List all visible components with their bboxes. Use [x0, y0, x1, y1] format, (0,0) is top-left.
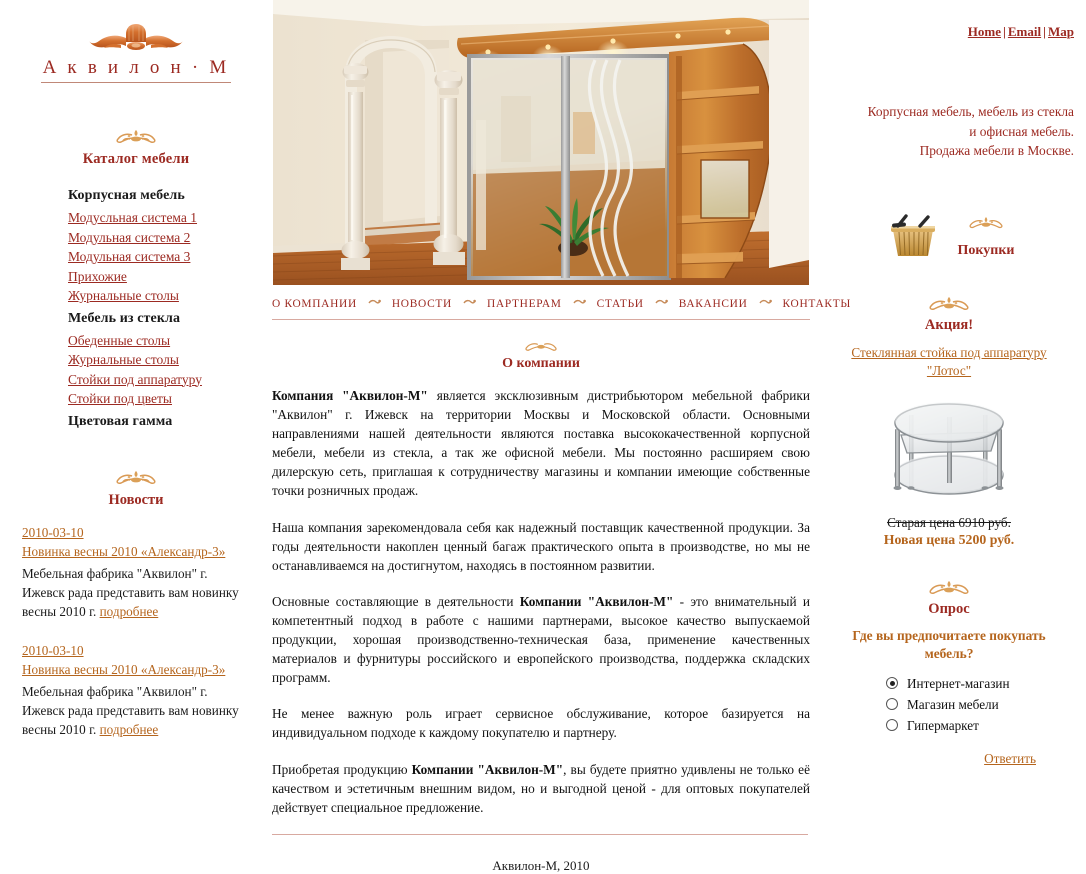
news-headline[interactable]: Новинка весны 2010 «Александр-3»	[22, 661, 226, 677]
promo-link-line-1: Стеклянная стойка под аппаратуру	[851, 344, 1047, 360]
sidebar-item-modular-1[interactable]: Модусльная система 1	[68, 210, 198, 225]
cart-label-col	[958, 214, 1015, 259]
logo-ornament-icon	[77, 22, 195, 56]
poll-question	[824, 627, 1074, 664]
radio-icon-selected[interactable]	[886, 677, 898, 689]
article-body: Наша компания зарекомендовала себя как надежный поставщик качественной продукции. За годы деятельности накоплен ценный багаж практического опыта в производстве, но мы не останавливаемся на достигнутом, находясь в постоянном развитии.	[272, 519, 810, 573]
catalog-nav	[0, 188, 272, 430]
nav-separator-ornament-icon	[655, 298, 668, 306]
poll-option-label: Магазин мебели	[907, 696, 999, 712]
sidebar-item-flower-stands[interactable]: Стойки под цветы	[68, 391, 172, 406]
poll-option-furniture-store[interactable]	[886, 694, 1074, 715]
nav-separator-ornament-icon	[573, 298, 586, 306]
article-paragraph	[272, 386, 810, 501]
article-body: - это внимательный и компетентный подход в работе с нашими партнерами, высокое качество выпускаемой продукции, хорошая производственно-техническая база, применение качественных материалов и фурнитуры российского и европейского производства, поддержка складских программ.	[272, 593, 810, 686]
hero-image	[273, 0, 809, 285]
sidebar-item-dining-tables[interactable]: Обеденные столы	[68, 332, 171, 348]
news-headline[interactable]: Новинка весны 2010 «Александр-3»	[22, 543, 226, 559]
link-email[interactable]: Email	[1007, 24, 1042, 39]
news-item	[22, 641, 250, 739]
nav-partners[interactable]: ПАРТНЕРАМ	[486, 298, 562, 310]
sidebar-item-modular-3[interactable]: Модульная система 3	[68, 249, 191, 264]
cart-label[interactable]: Покупки	[957, 243, 1015, 258]
catalog-group-heading: Корпусная мебель	[68, 188, 185, 203]
news-more-link[interactable]: подробнее	[99, 603, 159, 619]
news-more-link[interactable]: подробнее	[99, 721, 159, 737]
wardrobe	[457, 18, 774, 278]
sidebar-item-coffee-tables[interactable]: Журнальные столы	[68, 288, 179, 303]
poll-option-hypermarket[interactable]	[886, 715, 1074, 736]
catalog-group-heading-colors: Цветовая гамма	[68, 413, 173, 429]
promo-link-line-2: "Лотос"	[926, 363, 972, 378]
tagline-line-3: Продажа мебели в Москве.	[919, 143, 1074, 158]
catalog-block	[0, 127, 272, 168]
link-separator: |	[1043, 24, 1046, 39]
price-new: Новая цена 5200 руб.	[883, 531, 1015, 547]
main-nav	[272, 294, 852, 320]
news-item	[22, 523, 250, 621]
poll-option-label: Гипермаркет	[907, 717, 979, 733]
divider-ornament-icon	[110, 468, 162, 488]
article-body: , вы будете приятно удивлены не только её качеством и эстетичным внешним видом, но и выгодной ценой - для оптовых покупателей действует специальное предложение.	[272, 761, 810, 815]
divider-ornament-icon	[923, 578, 975, 598]
main-column	[272, 0, 852, 873]
tagline-line-1: Корпусная мебель, мебель из стекла	[867, 104, 1074, 119]
news-body-text: Мебельная фабрика "Аквилон" г. Ижевск рада представить вам новинку весны 2010 г.	[22, 683, 239, 737]
news-block	[0, 468, 272, 739]
poll-title: Опрос	[928, 600, 970, 617]
site-tagline	[824, 102, 1074, 161]
news-date[interactable]: 2010-03-10	[22, 642, 84, 658]
divider-ornament-icon	[110, 127, 162, 147]
news-body	[22, 564, 250, 621]
top-links	[824, 24, 1074, 40]
nav-separator-ornament-icon	[759, 298, 772, 306]
promo-title: Акция!	[924, 316, 974, 333]
poll-block	[824, 578, 1074, 768]
catalog-title: Каталог мебели	[82, 151, 190, 167]
article-pre: Основные составляющие в деятельности	[272, 593, 520, 609]
article-title: О компании	[502, 356, 580, 371]
news-body	[22, 682, 250, 739]
nav-news[interactable]: НОВОСТИ	[391, 298, 452, 310]
divider-ornament-icon	[964, 214, 1008, 232]
poll-question-line-2: мебель?	[924, 646, 974, 661]
divider-ornament-icon	[923, 294, 975, 314]
article-pre: Приобретая продукцию	[272, 761, 412, 777]
poll-option-label: Интернет-магазин	[907, 675, 1010, 691]
link-map[interactable]: Map	[1048, 24, 1074, 39]
promo-product-image-glass-stand[interactable]	[879, 389, 1019, 507]
price-old: Старая цена 6910 руб.	[887, 514, 1011, 530]
article-lead: Компании "Аквилон-М"	[411, 761, 564, 777]
cart-block[interactable]	[824, 214, 1074, 260]
poll-options	[824, 673, 1074, 736]
link-separator: |	[1003, 24, 1006, 39]
news-title: Новости	[108, 491, 164, 508]
shopping-basket-icon[interactable]	[884, 214, 942, 260]
poll-submit-link[interactable]: Ответить	[984, 750, 1036, 766]
article-lead: Компании "Аквилон-М"	[519, 593, 674, 609]
nav-vacancies[interactable]: ВАКАНСИИ	[678, 298, 748, 310]
article-body: является эксклюзивным дистрибьютором мебельной фабрики "Аквилон" г. Ижевск на территории Москвы и Московской области. Основными направлениями нашей деятельности являются поставка высококачественной корпусной мебели, мебели из стекла, а так же офисной мебели. Мы постоянно расширяем свою дилерскую сеть, приглашая к сотрудничеству магазины и компании имеющие собственные точки розничных продаж.	[272, 388, 810, 499]
catalog-group-heading-glass: Мебель из стекла	[68, 310, 181, 326]
right-sidebar	[812, 0, 1086, 864]
site-logo[interactable]	[0, 22, 272, 83]
radio-icon[interactable]	[886, 698, 898, 710]
article-ornament-icon	[518, 338, 564, 354]
promo-block	[824, 294, 1074, 548]
sidebar-item-modular-2[interactable]: Модульная система 2	[68, 229, 191, 245]
news-list	[0, 523, 272, 739]
nav-separator-ornament-icon	[368, 298, 381, 306]
tagline-line-2: и офисная мебель.	[969, 123, 1074, 139]
nav-separator-ornament-icon	[463, 298, 476, 306]
sidebar-item-hallways[interactable]: Прихожие	[68, 268, 127, 284]
footer-copyright: Аквилон-М, 2010	[492, 857, 590, 873]
article-lead: Компания "Аквилон-М"	[272, 388, 428, 403]
poll-submit-wrap	[824, 750, 1074, 768]
article-paragraph	[272, 760, 810, 817]
article	[272, 320, 812, 874]
hero-banner-interior-wardrobe	[273, 0, 809, 285]
article-body: Не менее важную роль играет сервисное обслуживание, которое базируется на индивидуальном подходе к каждому покупателю и партнеру.	[272, 706, 810, 741]
promo-product-link[interactable]	[824, 344, 1074, 381]
article-paragraph	[272, 592, 810, 687]
poll-question-line-1: Где вы предпочитаете покупать	[852, 627, 1046, 643]
radio-icon[interactable]	[886, 719, 898, 731]
article-paragraph	[272, 704, 810, 742]
news-date[interactable]: 2010-03-10	[22, 524, 84, 540]
logo-wordmark: А к в и л о н · М	[41, 57, 232, 83]
left-sidebar	[0, 0, 272, 864]
sidebar-item-equipment-stands[interactable]: Стойки под аппаратуру	[68, 371, 202, 387]
poll-option-online-store[interactable]	[886, 673, 1074, 694]
news-body-text: Мебельная фабрика "Аквилон" г. Ижевск рада представить вам новинку весны 2010 г.	[22, 565, 239, 619]
nav-about[interactable]: О КОМПАНИИ	[272, 298, 357, 310]
link-home[interactable]: Home	[967, 24, 1002, 39]
article-paragraph	[272, 518, 810, 575]
nav-contacts[interactable]: КОНТАКТЫ	[782, 298, 852, 310]
sidebar-item-glass-coffee-tables[interactable]: Журнальные столы	[68, 352, 179, 367]
nav-articles[interactable]: СТАТЬИ	[596, 298, 644, 310]
